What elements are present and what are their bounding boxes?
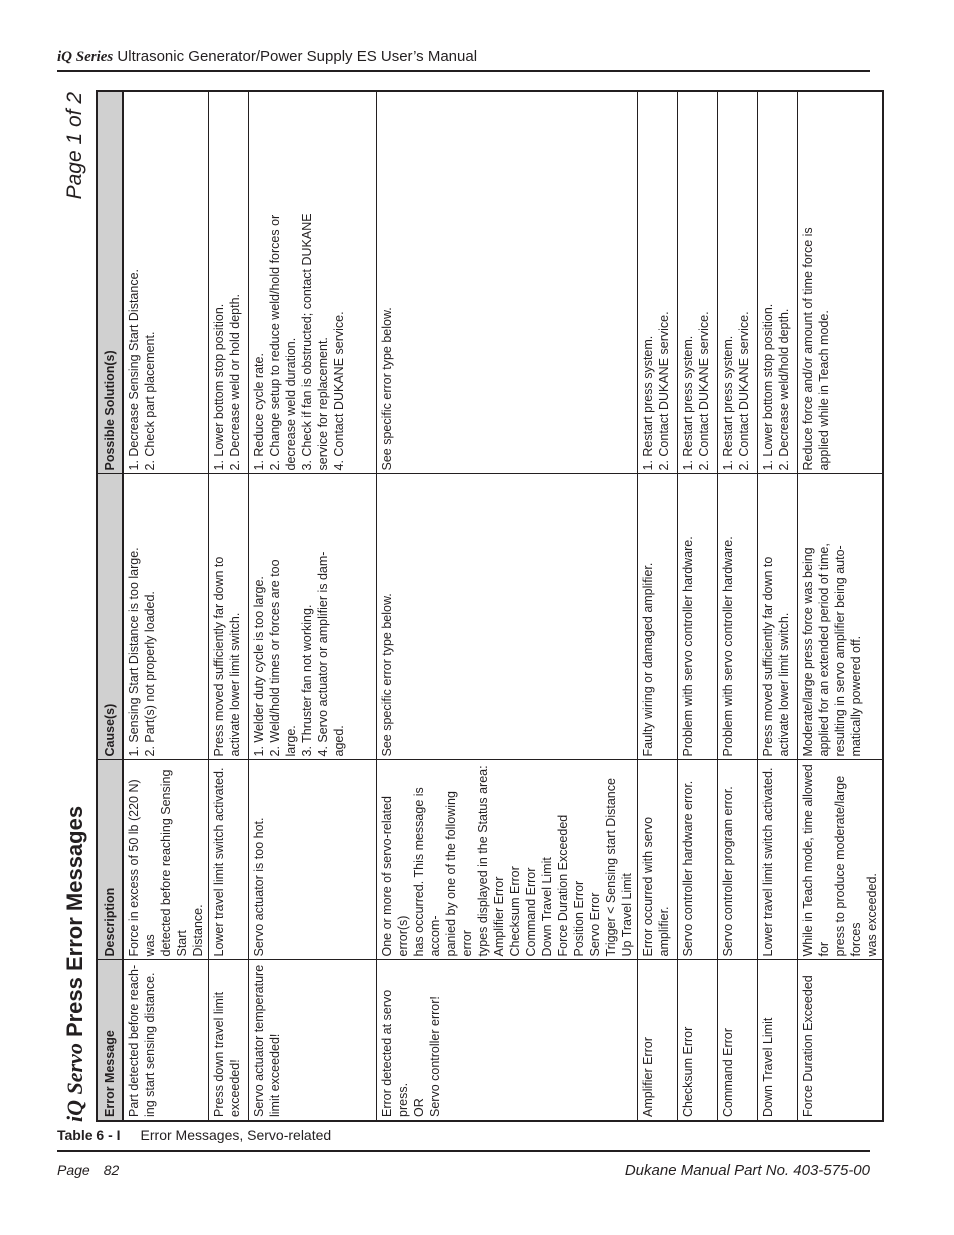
table-cell: Press moved sufficiently far down to activate lower limit switch. bbox=[209, 474, 249, 760]
table-cell: Part detected before reach- ing start sensing distance. bbox=[123, 960, 209, 1121]
table-cell: 1. Decrease Sensing Start Distance. 2. Check part placement. bbox=[123, 91, 209, 474]
column-header: Possible Solution(s) bbox=[97, 91, 123, 474]
table-cell: Force in excess of 50 lb (220 N) was detected before reaching Sensing Start Distance. bbox=[123, 760, 209, 960]
column-header: Cause(s) bbox=[97, 474, 123, 760]
table-cell: One or more of servo-related error(s) has occurred. This message is accom- panied by one of the following error types displayed in the Status area: Amplifier Error Checksum Error Command Error Down Travel Limit Force Duration Exceeded Position Error Servo Error Trigger < Sensing start Distance Up Travel Limit bbox=[377, 760, 638, 960]
table-cell: Press down travel limit exceeded! bbox=[209, 960, 249, 1121]
table-cell: Servo controller program error. bbox=[718, 760, 758, 960]
running-header bbox=[57, 48, 477, 66]
column-header: Error Message bbox=[97, 960, 123, 1121]
table-cell: Lower travel limit switch activated. bbox=[209, 760, 249, 960]
table-cell: Problem with servo controller hardware. bbox=[718, 474, 758, 760]
table-cell: Amplifier Error bbox=[638, 960, 678, 1121]
table-row bbox=[249, 91, 377, 1121]
page-label: Page bbox=[57, 1162, 90, 1178]
table-cell: Servo controller hardware error. bbox=[678, 760, 718, 960]
section-title bbox=[56, 806, 94, 1122]
table-cell: 1. Reduce cycle rate. 2. Change setup to reduce weld/hold forces or decrease weld duration. 3. Check if fan is obstructed; contact DUKANE service for replacement. 4. Contact DUKANE service. bbox=[249, 91, 377, 474]
table-cell: 1. Lower bottom stop position. 2. Decrease weld or hold depth. bbox=[209, 91, 249, 474]
table-cell: While in Teach mode, time allowed for press to produce moderate/large forces was exceeded. bbox=[798, 760, 884, 960]
table-cell: Error occurred with servo amplifier. bbox=[638, 760, 678, 960]
table-body bbox=[123, 91, 883, 1121]
table-row bbox=[718, 91, 758, 1121]
table-cell: Down Travel Limit bbox=[758, 960, 798, 1121]
table-row bbox=[798, 91, 884, 1121]
table-cell: Moderate/large press force was being applied for an extended period of time, resulting in servo amplifier being auto- matically powered off. bbox=[798, 474, 884, 760]
table-row bbox=[377, 91, 638, 1121]
manual-title: Ultrasonic Generator/Power Supply ES User’s Manual bbox=[117, 48, 478, 65]
table-row bbox=[209, 91, 249, 1121]
table-caption bbox=[57, 1127, 331, 1143]
table-cell: See specific error type below. bbox=[377, 474, 638, 760]
table-cell: Error detected at servo press. OR Servo controller error! bbox=[377, 960, 638, 1121]
rotated-table-region bbox=[56, 92, 879, 1122]
section-title-italic: iQ Servo bbox=[62, 1043, 87, 1122]
error-messages-table bbox=[96, 90, 884, 1122]
section-title-rest: Press Error Messages bbox=[62, 805, 87, 1044]
table-row bbox=[638, 91, 678, 1121]
table-cell: 1. Restart press system. 2. Contact DUKANE service. bbox=[718, 91, 758, 474]
table-cell: Command Error bbox=[718, 960, 758, 1121]
header-rule bbox=[57, 70, 870, 72]
table-cell: 1. Welder duty cycle is too large. 2. Weld/hold times or forces are too large. 3. Thruster fan not working. 4. Servo actuator or amplifier is dam- aged. bbox=[249, 474, 377, 760]
table-cell: Faulty wiring or damaged amplifier. bbox=[638, 474, 678, 760]
table-cell: Problem with servo controller hardware. bbox=[678, 474, 718, 760]
table-cell: Servo actuator is too hot. bbox=[249, 760, 377, 960]
caption-label: Table 6 - I bbox=[57, 1127, 121, 1143]
table-cell: 1. Restart press system. 2. Contact DUKANE service. bbox=[638, 91, 678, 474]
table-cell: 1. Lower bottom stop position. 2. Decrease weld/hold depth. bbox=[758, 91, 798, 474]
footer-rule bbox=[57, 1150, 870, 1152]
column-header: Description bbox=[97, 760, 123, 960]
caption-text: Error Messages, Servo-related bbox=[140, 1127, 332, 1143]
page-of-indicator: Page 1 of 2 bbox=[63, 92, 86, 200]
series-brand: iQ Series bbox=[57, 49, 114, 65]
table-cell: Lower travel limit switch activated. bbox=[758, 760, 798, 960]
table-cell: Reduce force and/or amount of time force is applied while in Teach mode. bbox=[798, 91, 884, 474]
table-cell: See specific error type below. bbox=[377, 91, 638, 474]
page-number: 82 bbox=[103, 1162, 120, 1178]
table-header-row bbox=[97, 91, 123, 1121]
table-cell: Press moved sufficiently far down to activate lower limit switch. bbox=[758, 474, 798, 760]
table-row bbox=[123, 91, 209, 1121]
table-cell: 1. Restart press system. 2. Contact DUKANE service. bbox=[678, 91, 718, 474]
table-cell: Servo actuator temperature limit exceeded! bbox=[249, 960, 377, 1121]
table-cell: Checksum Error bbox=[678, 960, 718, 1121]
table-row bbox=[758, 91, 798, 1121]
table-cell: 1. Sensing Start Distance is too large. 2. Part(s) not properly loaded. bbox=[123, 474, 209, 760]
table-row bbox=[678, 91, 718, 1121]
table-cell: Force Duration Exceeded bbox=[798, 960, 884, 1121]
page-number-block bbox=[57, 1162, 119, 1178]
manual-part-number: Dukane Manual Part No. 403-575-00 bbox=[624, 1162, 870, 1179]
